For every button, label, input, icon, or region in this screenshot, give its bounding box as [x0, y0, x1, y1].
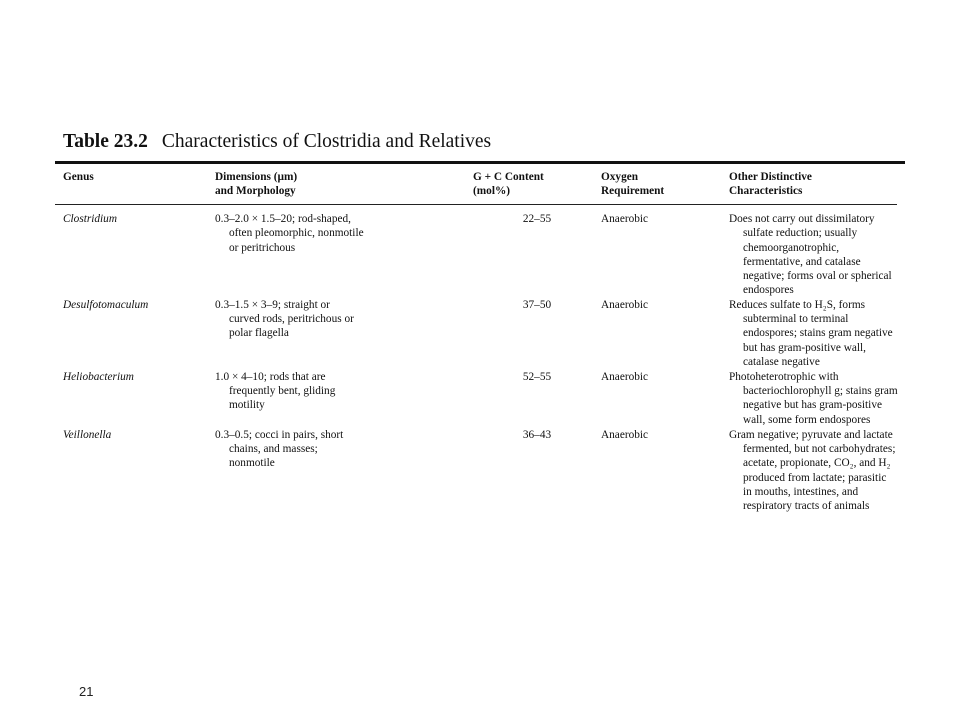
- col-header-oxygen: Oxygen Requirement: [601, 171, 665, 198]
- other-characteristics-cell: Photoheterotrophic with bacteriochlorophyll g; stains gram negative but has gram-positive wall, some form endospores: [729, 370, 898, 426]
- header-row: [55, 166, 913, 204]
- page-number: 21: [79, 684, 94, 699]
- table-caption: Characteristics of Clostridia and Relatives: [161, 131, 492, 152]
- genus-cell: Heliobacterium: [63, 370, 134, 383]
- table-row: [55, 204, 913, 298]
- other-characteristics-cell: Gram negative; pyruvate and lactate fermented, but not carbohydrates; acetate, propionate, CO₂, and H₂ produced from lactate; parasitic in mouths, intestines, and respiratory tracts of animals: [729, 428, 896, 513]
- morphology-cell: 0.3–2.0 × 1.5–20; rod-shaped, often pleomorphic, nonmotile or peritrichous: [215, 213, 364, 254]
- col-header-gc-content: G + C Content (mol%): [473, 171, 544, 198]
- col-header-other: Other Distinctive Characteristics: [729, 171, 812, 198]
- genus-cell: Clostridium: [63, 213, 117, 225]
- gc-content-cell: 36–43: [522, 428, 552, 441]
- gc-content-cell: 52–55: [522, 370, 552, 383]
- table-title: [63, 131, 491, 153]
- morphology-cell: 0.3–1.5 × 3–9; straight or curved rods, peritrichous or polar flagella: [215, 298, 354, 340]
- other-characteristics-cell: Does not carry out dissimilatory sulfate reduction; usually chemoorganotrophic, fermentative, and catalase negative; forms oval or spherical endospores: [729, 213, 892, 297]
- col-header-dimensions: Dimensions (µm) and Morphology: [215, 171, 298, 198]
- oxygen-cell: Anaerobic: [601, 298, 649, 311]
- table-number: Table 23.2: [63, 131, 148, 152]
- genus-cell: Desulfotomaculum: [63, 298, 149, 311]
- morphology-cell: 0.3–0.5; cocci in pairs, short chains, and masses; nonmotile: [215, 428, 344, 470]
- gc-content-cell: 37–50: [522, 298, 552, 311]
- gc-content-cell: 22–55: [522, 213, 552, 225]
- genus-cell: Veillonella: [63, 428, 112, 441]
- oxygen-cell: Anaerobic: [601, 428, 649, 441]
- table-row: [55, 370, 913, 428]
- top-rule: [55, 161, 905, 164]
- morphology-cell: 1.0 × 4–10; rods that are frequently bent, gliding motility: [215, 370, 336, 412]
- other-characteristics-cell: Reduces sulfate to H₂S, forms subterminal to terminal endospores; stains gram negative but has gram-positive wall, catalase negative: [729, 298, 893, 368]
- oxygen-cell: Anaerobic: [601, 213, 649, 225]
- table-row: [55, 428, 913, 514]
- col-header-genus: Genus: [63, 171, 94, 183]
- characteristics-table: [55, 166, 913, 514]
- oxygen-cell: Anaerobic: [601, 370, 649, 383]
- table-row: [55, 298, 913, 370]
